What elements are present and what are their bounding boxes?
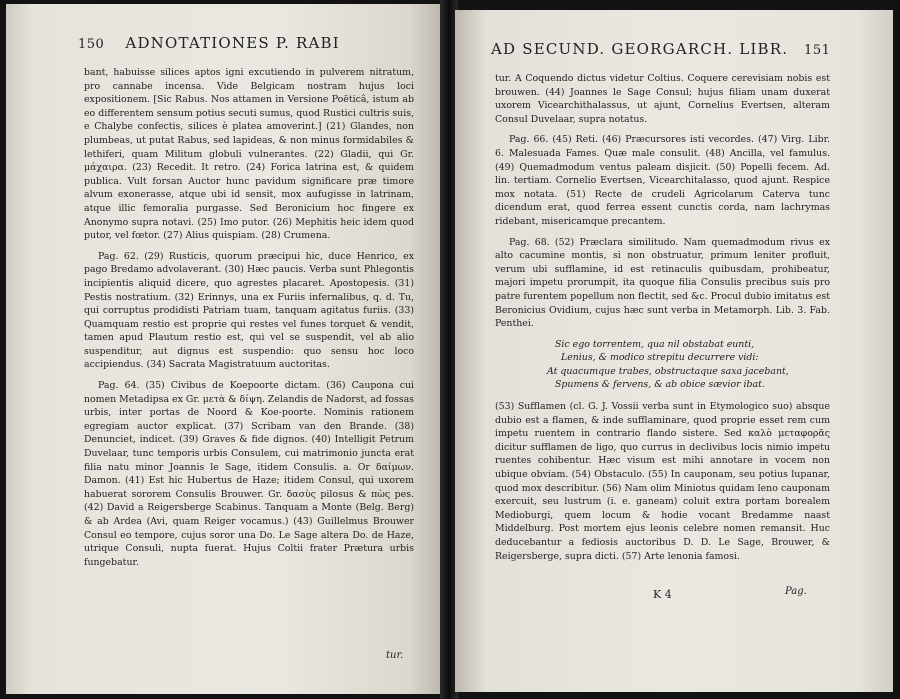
verse-line: Sic ego torrentem, qua nil obstabat eunti, <box>555 338 755 350</box>
signature-mark: K 4 <box>653 588 672 601</box>
right-body-text <box>495 72 830 570</box>
right-running-head <box>491 40 881 58</box>
left-paragraph: Pag. 64. (35) Civibus de Koepoorte dictam. (36) Caupona cui nomen Metadipsa ex Gr. μετὰ & δίψη. Zelandis de Nadorst, ad fossas urbis, inter portas de Noord & Koe-poorte. Nominis rationem egregiam auctor explicat. (37) Scribam van den Brande. (38) Denunciet, indicet. (39) Graves & fide dignos. (40) Intelligit Petrum Duvelaar, tunc temporis urbis Consulem, cui matrimonio juncta erat filia natu minor Joannis le Sage, itidem Consulis. a. Or δαίμων. Damon. (41) Est hic Hubertus de Haze; itidem Consul, qui uxorem habuerat sororem Consulis Brouwer. Gr. δασὺς pilosus & πὼς pes. (42) David a Reigersberge Scabinus. Tanquam a Monte (Belg. Berg) & ab Ardea (Avi, quam Reiger vocamus.) (43) Guillelmus Brouwer Consul eo tempore, cujus soror una Do. Le Sage altera Do. de Haze, utrique Consuli, nupta fuerat. Hujus Coltii frater Prætura urbis fungebatur. <box>84 380 414 568</box>
right-paragraph: Pag. 68. (52) Præclara similitudo. Nam quemadmodum rivus ex alto cacumine montis, si non obstruatur, primum leniter profluit, verum ubi sufflamine, id est retinaculis quibusdam, prohibeatur, majori impetu prorumpit, ita quoque filia Consulis precibus suis pro patre furentem popellum non flectit, sed &c. Procul dubio imitatus est Beronicius Ovidium, cujus hæc sunt verba in Metamorph. Lib. 3. Fab. Penthei. <box>495 236 830 330</box>
left-page <box>6 4 444 694</box>
verse-line: At quacumque trabes, obstructaque saxa jacebant, <box>547 365 789 377</box>
left-paragraph: Pag. 62. (29) Rusticis, quorum præcipui hic, duce Henrico, ex pago Bredamo advolaverant. (30) Hæc paucis. Verba sunt Phlegontis incipientis aliquid dicere, quo agrestes placaret. Apostopesis. (31) Pestis nostratium. (32) Erinnys, una ex Furiis infernalibus, q. d. Tu, qui corruptus prodidisti Patriam tuam, tanquam agitatus furiis. (33) Quamquam restio est proprie qui restes vel funes torquet & vendit, tamen apud Plautum restio est, qui vel se suspendit, vel ab alio suspenditur, aut dignus est suspendio: quo sensu hoc loco accipiendus. (34) Sacrata Magistratuum auctoritas. <box>84 250 414 371</box>
left-paragraph: bant, habuisse silices aptos igni excutiendo in pulverem nitratum, pro cannabe incensa. Vide Belgicam nostram hujus loci expositionem. [Sic Rabus. Nos attamen in Versione Poëticâ, istum ab eo differentem sensum potius secuti sumus, quod Rustici cultris suis, e Chalybe confectis, silices è platea amoverint.] (21) Glandes, non plumbeas, ut putat Rabus, sed lapideas, & non minus formidabiles & lethiferi, quam Militum globuli vulnerantes. (22) Gladii, qui Gr. μάχαιρα. (23) Recedit. It retro. (24) Forica latrina est, & quidem publica. Vult forsan Auctor hunc pavidum significare præ timore alvum exonerasse, atque ubi id sensit, mox aufugisse in latrinam, atque illic femoralia purgasse. Sed Beronicium hoc fingere ex Anonymo supra notavi. (25) Imo putor. (26) Mephitis heic idem quod putor, vel fœtor. (27) Alius quispiam. (28) Crumena. <box>84 67 414 242</box>
left-running-head <box>78 34 428 52</box>
verse-line: Lenius, & modico strepitu decurrere vidi: <box>561 352 759 364</box>
left-catchword: tur. <box>386 650 404 661</box>
right-paragraph: (53) Sufflamen (cl. G. J. Vossii verba sunt in Etymologico suo) absque dubio est a flamen, & inde sufflaminare, quod proprie esset rem cum impetu ruentem in contrario flando sistere. Sed καλὸ μεταφορᾶς dicitur sufflamen de ligo, quo currus in declivibus locis nimio impetu ruentes cohibentur. Hæc visum est mihi annotare in vocem non ubique obviam. (54) Obstaculo. (55) In cauponam, seu potius lupanar, quod mox describitur. (56) Nam olim Miniotus quidam leno cauponam exercuit, seu lustrum (i. e. ganeam) coluit extra portam borealem Medioburgi, quem locum & hodie vocant Bredamme naast Middelburg. Post mortem ejus leonis celebre nomen remansit. Huc deducebantur a fediosis auctoribus D. D. Le Sage, Brouwer, & Reigersberge, supra dicti. (57) Arte lenonia famosi. <box>495 401 830 562</box>
right-page-number: 151 <box>804 43 831 58</box>
ovid-verse-quote <box>495 338 830 392</box>
left-head-title: ADNOTATIONES P. RABI <box>125 34 340 52</box>
right-page <box>455 10 893 692</box>
left-body-text <box>84 66 414 576</box>
left-page-number: 150 <box>78 37 105 52</box>
right-head-title: AD SECUND. GEORGARCH. LIBR. <box>491 40 789 58</box>
right-paragraph: Pag. 66. (45) Reti. (46) Præcursores isti vecordes. (47) Virg. Libr. 6. Malesuada Fames. Quæ male consulit. (48) Ancilla, vel famulus. (49) Quemadmodum ventus paleam disjicit. (50) Popelli fecem. Ad. lin. tertiam. Cornelio Evertsen, Vicearchitalasso, quod ajunt. Respice mox notata. (51) Recte de crudeli Agricolarum Caterva tunc dicendum erat, quod ferrea essent cunctis corda, nam lachrymas ridebant, misericamque precantem. <box>495 134 830 227</box>
right-catchword: Pag. <box>785 586 807 597</box>
right-paragraph: tur. A Coquendo dictus videtur Coltius. Coquere cerevisiam nobis est brouwen. (44) Joannes le Sage Consul; hujus filiam unam duxerat uxorem Vicearchithalassus, ut ajunt, Cornelius Evertsen, alteram Consul Duvelaar, supra notatus. <box>495 73 830 125</box>
verse-line: Spumens & fervens, & ab obice sævior ibat. <box>555 379 765 391</box>
